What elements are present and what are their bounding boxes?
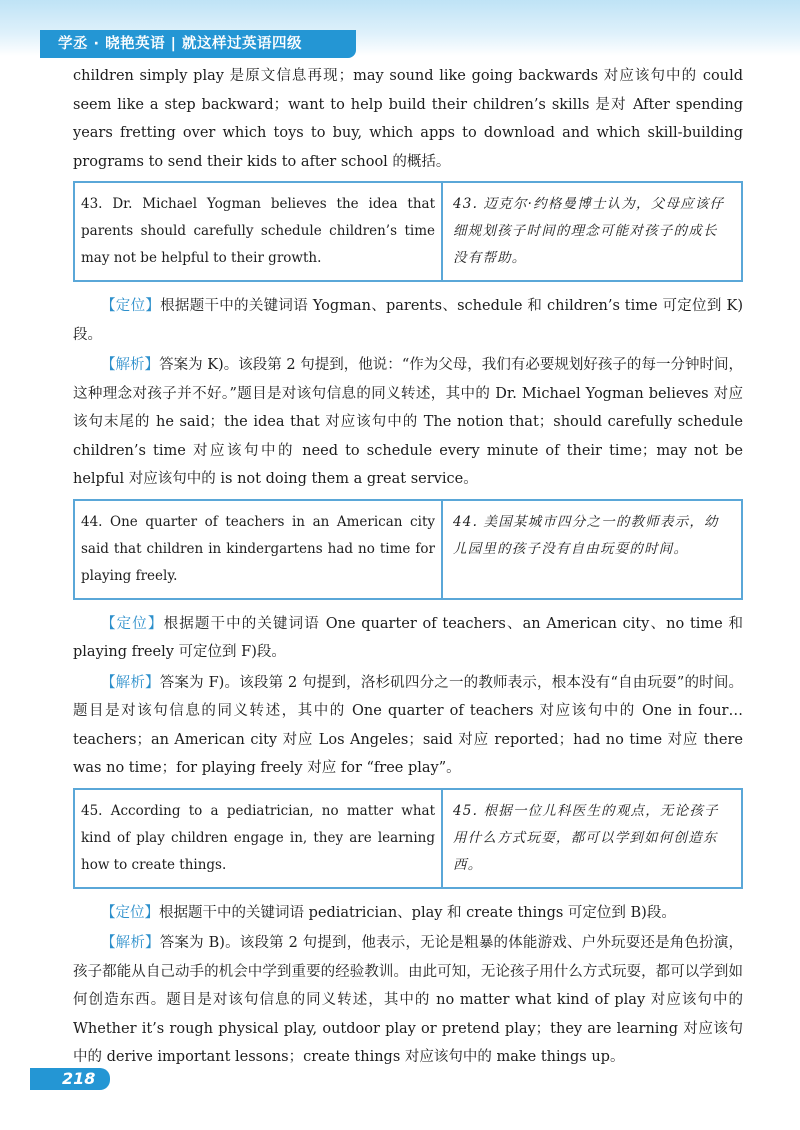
location-tag: 【定位】	[101, 615, 164, 632]
question-box	[73, 181, 743, 282]
question-english: 43. Dr. Michael Yogman believes the idea that parents should carefully schedule children’s time may not be helpful to their growth.	[75, 183, 443, 280]
analysis-paragraph	[73, 351, 743, 494]
location-tag: 【定位】	[101, 298, 161, 314]
analysis-tag: 【解析】	[101, 357, 160, 373]
analysis-text: 答案为 B)。该段第 2 句提到，他表示，无论是粗暴的体能游戏、户外玩耍还是角色扮演，孩子都能从自己动手的机会中学到重要的经验教训。由此可知，无论孩子用什么方式玩耍，都可以学到如何创造东西。题目是对该句信息的同义转述，其中的 no matter what kind of play 对应该句中的 Whether it’s rough physical play, outdoor play or pretend play；they are learning 对应该句中的 derive important lessons；create things 对应该句中的 make things up。	[73, 935, 743, 1065]
page-number: 218	[62, 1069, 96, 1088]
location-paragraph	[73, 899, 743, 928]
book-title: 学丞 · 晓艳英语 | 就这样过英语四级	[58, 36, 302, 52]
question-chinese: 44. 美国某城市四分之一的教师表示，幼儿园里的孩子没有自由玩耍的时间。	[453, 513, 719, 557]
analysis-tag: 【解析】	[101, 674, 160, 691]
location-paragraph	[73, 292, 743, 349]
question-chinese: 43. 迈克尔·约格曼博士认为，父母应该仔细规划孩子时间的理念可能对孩子的成长没有帮助。	[453, 196, 725, 266]
question-english: 44. One quarter of teachers in an American city said that children in kindergartens had no time for playing freely.	[75, 501, 443, 598]
question-box	[73, 788, 743, 889]
location-text: 根据题干中的关键词语 One quarter of teachers、an American city、no time 和 playing freely 可定位到 F)段。	[73, 615, 743, 660]
location-tag: 【定位】	[101, 904, 159, 921]
location-text: 根据题干中的关键词语 Yogman、parents、schedule 和 children’s time 可定位到 K)段。	[73, 298, 744, 343]
analysis-tag: 【解析】	[101, 935, 160, 951]
intro-paragraph: children simply play 是原文信息再现；may sound like going backwards 对应该句中的 could seem like a step backward；want to help build their children’s skills 是对 After spending years fretting over which toys to buy, which apps to download and which skill-building programs to send their kids to after school 的概括。	[73, 68, 743, 170]
analysis-paragraph	[73, 669, 743, 783]
location-paragraph	[73, 610, 743, 667]
question-box	[73, 499, 743, 600]
analysis-text: 答案为 F)。该段第 2 句提到，洛杉矶四分之一的教师表示，根本没有“自由玩耍”的时间。题目是对该句信息的同义转述，其中的 One quarter of teachers 对应该句中的 One in four…teachers；an American city 对应 Los Angeles；said 对应 reported；had no time 对应 there was no time；for playing freely 对应 for “free play”。	[73, 674, 744, 776]
analysis-text: 答案为 K)。该段第 2 句提到，他说：“作为父母，我们有必要规划好孩子的每一分钟时间，这种理念对孩子并不好。”题目是对该句信息的同义转述，其中的 Dr. Michael Yogman believes 对应该句末尾的 he said；the idea that 对应该句中的 The notion that；should carefully schedule children’s time 对应该句中的 need to schedule every minute of their time；may not be helpful 对应该句中的 is not doing them a great service。	[73, 357, 744, 487]
location-text: 根据题干中的关键词语 pediatrician、play 和 create things 可定位到 B)段。	[159, 904, 676, 921]
analysis-paragraph	[73, 929, 743, 1072]
page-content	[73, 62, 743, 1074]
question-english: 45. According to a pediatrician, no matter what kind of play children engage in, they are learning how to create things.	[75, 790, 443, 887]
question-chinese: 45. 根据一位儿科医生的观点，无论孩子用什么方式玩耍，都可以学到如何创造东西。	[453, 802, 719, 873]
